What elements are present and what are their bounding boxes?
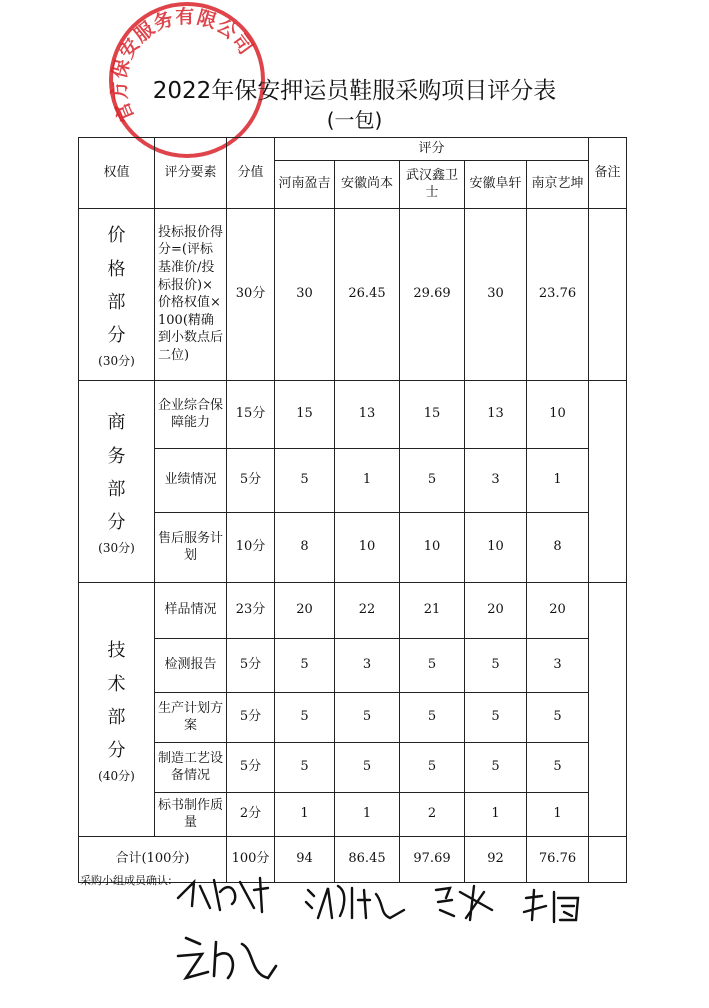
score-cell: 5 bbox=[400, 742, 465, 792]
score-cell: 5 bbox=[465, 742, 527, 792]
score-cell: 5 bbox=[275, 638, 335, 692]
points-cell: 23分 bbox=[227, 582, 275, 638]
section-name: 商务部分 bbox=[107, 412, 127, 534]
total-score: 86.45 bbox=[335, 836, 400, 882]
score-cell: 5 bbox=[400, 692, 465, 742]
score-cell: 1 bbox=[335, 792, 400, 836]
score-table bbox=[78, 137, 627, 883]
score-cell: 1 bbox=[527, 792, 589, 836]
score-cell: 1 bbox=[527, 448, 589, 512]
score-cell: 3 bbox=[465, 448, 527, 512]
section-points: (40分) bbox=[98, 768, 135, 783]
remark-cell bbox=[589, 836, 627, 882]
signature-5 bbox=[172, 926, 282, 992]
score-cell: 13 bbox=[335, 380, 400, 448]
signature-1 bbox=[170, 868, 280, 920]
score-cell: 3 bbox=[335, 638, 400, 692]
score-cell: 15 bbox=[275, 380, 335, 448]
score-cell: 10 bbox=[465, 512, 527, 582]
score-cell: 5 bbox=[335, 692, 400, 742]
points-cell: 5分 bbox=[227, 638, 275, 692]
header-score: 评分 bbox=[275, 138, 589, 161]
score-cell: 5 bbox=[400, 638, 465, 692]
header-company: 安徽尚本 bbox=[335, 160, 400, 208]
factor-cell: 标书制作质量 bbox=[155, 792, 227, 836]
committee-confirmation-label: 采购小组成员确认: bbox=[80, 874, 172, 887]
score-cell: 5 bbox=[335, 742, 400, 792]
score-cell: 5 bbox=[275, 742, 335, 792]
header-remark: 备注 bbox=[589, 138, 627, 209]
section-price bbox=[79, 208, 155, 380]
total-score: 92 bbox=[465, 836, 527, 882]
score-cell: 26.45 bbox=[335, 208, 400, 380]
score-cell: 1 bbox=[465, 792, 527, 836]
score-cell: 29.69 bbox=[400, 208, 465, 380]
score-cell: 5 bbox=[275, 692, 335, 742]
remark-cell bbox=[589, 208, 627, 380]
points-cell: 5分 bbox=[227, 742, 275, 792]
total-score: 76.76 bbox=[527, 836, 589, 882]
section-points: (30分) bbox=[98, 353, 135, 368]
score-cell: 5 bbox=[465, 638, 527, 692]
points-cell: 10分 bbox=[227, 512, 275, 582]
points-cell: 30分 bbox=[227, 208, 275, 380]
score-cell: 22 bbox=[335, 582, 400, 638]
total-label: 合计(100分) bbox=[79, 836, 227, 882]
score-cell: 10 bbox=[527, 380, 589, 448]
factor-cell: 制造工艺设备情况 bbox=[155, 742, 227, 792]
header-factor: 评分要素 bbox=[155, 138, 227, 209]
section-points: (30分) bbox=[98, 540, 135, 555]
score-cell: 8 bbox=[275, 512, 335, 582]
score-cell: 5 bbox=[275, 448, 335, 512]
document-subtitle: (一包) bbox=[326, 108, 383, 132]
score-cell: 1 bbox=[335, 448, 400, 512]
score-cell: 20 bbox=[527, 582, 589, 638]
score-cell: 2 bbox=[400, 792, 465, 836]
score-cell: 10 bbox=[400, 512, 465, 582]
document-title: 2022年保安押运员鞋服采购项目评分表 bbox=[152, 78, 557, 104]
factor-cell: 检测报告 bbox=[155, 638, 227, 692]
remark-cell bbox=[589, 582, 627, 836]
score-cell: 20 bbox=[465, 582, 527, 638]
points-cell: 5分 bbox=[227, 448, 275, 512]
score-cell: 30 bbox=[465, 208, 527, 380]
total-score: 94 bbox=[275, 836, 335, 882]
score-cell: 13 bbox=[465, 380, 527, 448]
factor-cell: 样品情况 bbox=[155, 582, 227, 638]
points-cell: 5分 bbox=[227, 692, 275, 742]
score-cell: 30 bbox=[275, 208, 335, 380]
score-cell: 5 bbox=[527, 692, 589, 742]
factor-cell: 生产计划方案 bbox=[155, 692, 227, 742]
factor-cell: 业绩情况 bbox=[155, 448, 227, 512]
header-company: 武汉鑫卫士 bbox=[400, 160, 465, 208]
signature-2 bbox=[300, 878, 410, 928]
score-cell: 5 bbox=[400, 448, 465, 512]
score-cell: 5 bbox=[527, 742, 589, 792]
section-name: 价格部分 bbox=[107, 225, 127, 347]
score-cell: 23.76 bbox=[527, 208, 589, 380]
score-cell: 5 bbox=[465, 692, 527, 742]
factor-cell: 售后服务计划 bbox=[155, 512, 227, 582]
score-cell: 15 bbox=[400, 380, 465, 448]
header-company: 河南盈吉 bbox=[275, 160, 335, 208]
header-weight: 权值 bbox=[79, 138, 155, 209]
score-cell: 20 bbox=[275, 582, 335, 638]
signature-3 bbox=[430, 880, 500, 926]
points-cell: 2分 bbox=[227, 792, 275, 836]
svg-text:官方保安服务有限公司: 官方保安服务有限公司 bbox=[107, 5, 258, 125]
header-points: 分值 bbox=[227, 138, 275, 209]
points-cell: 15分 bbox=[227, 380, 275, 448]
section-name: 技术部分 bbox=[107, 640, 127, 762]
section-technical bbox=[79, 582, 155, 836]
factor-cell: 投标报价得分=(评标基准价/投标报价)×价格权值×100(精确到小数点后二位) bbox=[155, 208, 227, 380]
total-points: 100分 bbox=[227, 836, 275, 882]
remark-cell bbox=[589, 380, 627, 582]
score-cell: 10 bbox=[335, 512, 400, 582]
header-company: 安徽阜轩 bbox=[465, 160, 527, 208]
score-cell: 21 bbox=[400, 582, 465, 638]
score-cell: 1 bbox=[275, 792, 335, 836]
total-score: 97.69 bbox=[400, 836, 465, 882]
header-company: 南京艺坤 bbox=[527, 160, 589, 208]
factor-cell: 企业综合保障能力 bbox=[155, 380, 227, 448]
score-cell: 3 bbox=[527, 638, 589, 692]
score-cell: 8 bbox=[527, 512, 589, 582]
signature-4 bbox=[520, 884, 590, 928]
section-business bbox=[79, 380, 155, 582]
